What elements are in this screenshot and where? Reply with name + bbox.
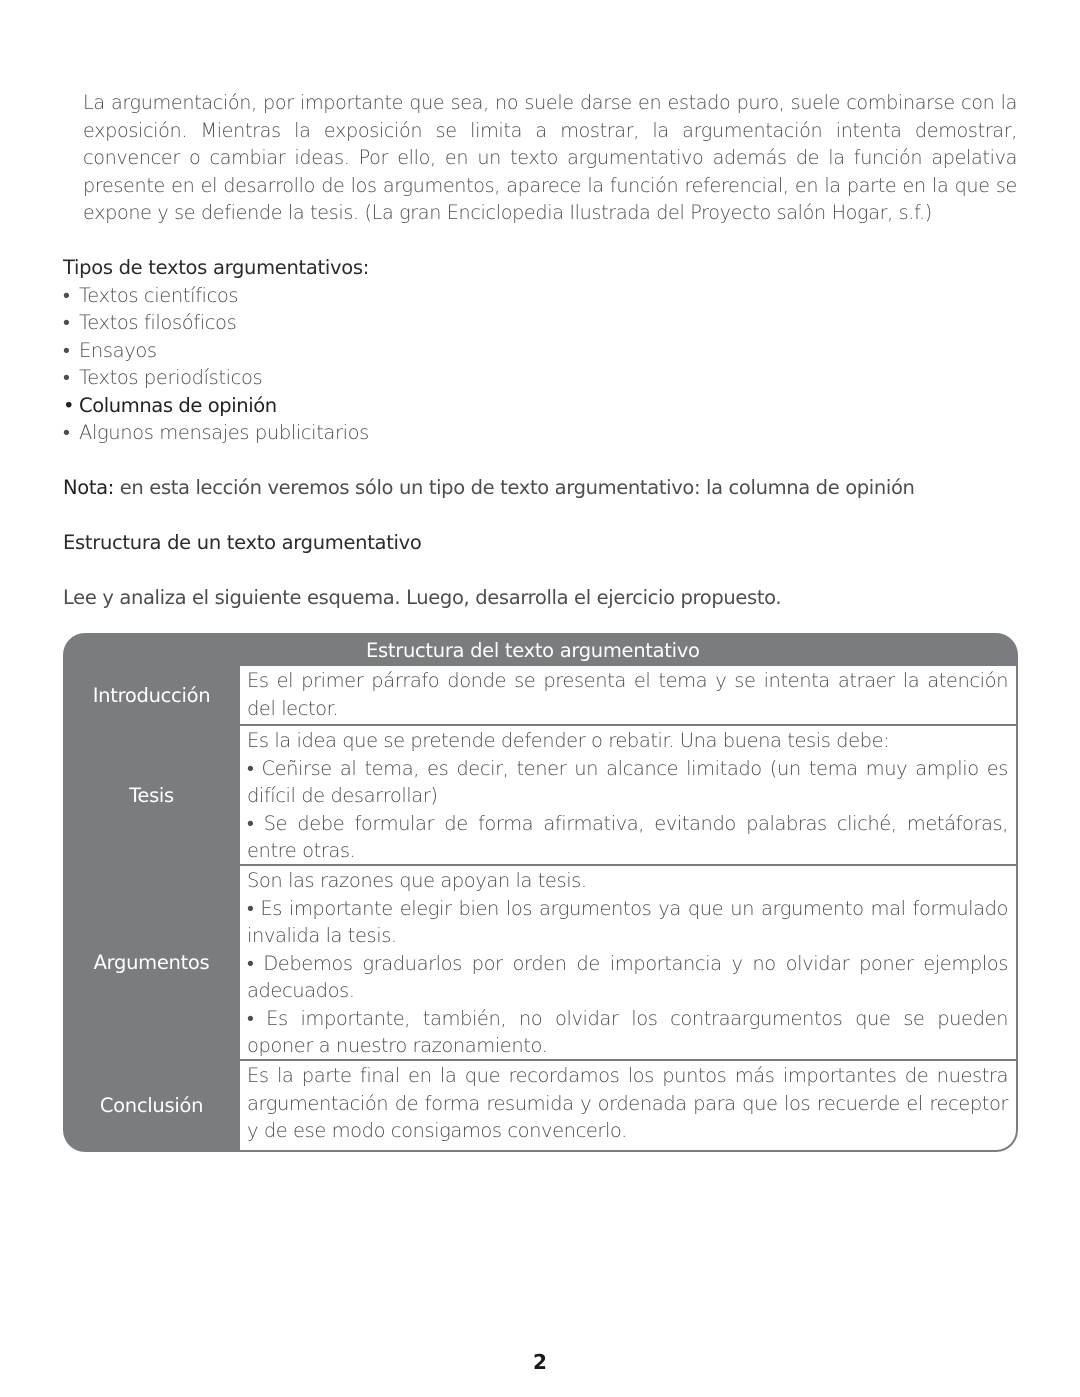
page-number: 2 [533,1350,547,1374]
table-row-tesis [63,726,1018,864]
instruction-text: Lee y analiza el siguiente esquema. Luego, desarrolla el ejercicio propuesto. [63,586,782,609]
list-item-label: Textos filosóficos [79,311,237,334]
list-item-highlighted [63,392,663,420]
list-item [63,419,663,447]
row-bullet: • Ceñirse al tema, es decir, tener un alcance limitado (un tema muy amplio es difícil de desarrollar) [247,756,1008,807]
intro-paragraph: La argumentación, por importante que sea, no suele darse en estado puro, suele combinarse con la exposición. Mientras la exposición se limita a mostrar, la argumentación intenta demostrar, convencer o cambiar ideas. Por ello, en un texto argumentativo además de la función apelativa presente en el desarrollo de los argumentos, aparece la función referencial, en la parte en la que se expone y se defiende la tesis. (La gran Enciclopedia Ilustrada del Proyecto salón Hogar, s.f.) [83,91,1017,224]
row-text: Son las razones que apoyan la tesis. [247,869,587,892]
argument-types-section [63,254,663,447]
structure-table [63,633,1018,1152]
row-text: Es la parte final en la que recordamos los puntos más importantes de nuestra argumentación de forma resumida y ordenada para que los recuerde el receptor y de ese modo consigamos convencerlo. [247,1064,1008,1142]
row-text: Es la idea que se pretende defender o rebatir. Una buena tesis debe: [247,729,890,752]
row-content [240,666,1016,724]
note-text: en esta lección veremos sólo un tipo de texto argumentativo: la columna de opinión [113,476,915,499]
row-content [240,1061,1016,1150]
list-item-label: Textos periodísticos [79,366,263,389]
bullet-icon: • [63,311,70,334]
list-item [63,309,663,337]
table-title: Estructura del texto argumentativo [366,639,700,662]
argument-types-heading: Tipos de textos argumentativos: [63,256,370,279]
row-bullet: • Es importante, también, no olvidar los contraargumentos que se pueden oponer a nuestro razonamiento. [247,1006,1008,1057]
list-item-label: Textos científicos [79,283,239,307]
list-item [63,364,663,392]
row-bullet: • Se debe formular de forma afirmativa, evitando palabras cliché, metáforas, entre otras. [247,811,1008,862]
note [63,474,915,502]
note-label: Nota: [63,476,114,499]
row-label: Argumentos [93,951,210,974]
row-label: Tesis [129,783,174,807]
row-content [240,726,1016,864]
list-item-label: Ensayos [79,338,157,362]
table-row-introduccion [63,666,1018,724]
table-row-conclusion [63,1061,1018,1150]
row-content [240,866,1016,1059]
row-bullet: • Debemos graduarlos por orden de importancia y no olvidar poner ejemplos adecuados. [247,951,1008,1002]
bullet-icon: • [63,283,70,307]
row-label: Introducción [92,683,211,707]
bullet-icon: • [63,393,75,417]
list-item [63,337,663,365]
list-item [63,282,663,310]
list-item-label: Columnas de opinión [79,393,277,417]
section-heading: Estructura de un texto argumentativo [63,531,422,554]
bullet-icon: • [63,421,70,444]
bullet-icon: • [63,366,70,389]
list-item-label: Algunos mensajes publicitarios [79,421,369,444]
argument-types-list [63,282,663,447]
row-label: Conclusión [99,1094,204,1117]
row-text: Es el primer párrafo donde se presenta el tema y se intenta atraer la atención del lector. [247,669,1008,720]
row-bullet: • Es importante elegir bien los argumentos ya que un argumento mal formulado invalida la tesis. [247,896,1008,947]
bullet-icon: • [63,338,70,362]
table-row-argumentos [63,866,1018,1059]
